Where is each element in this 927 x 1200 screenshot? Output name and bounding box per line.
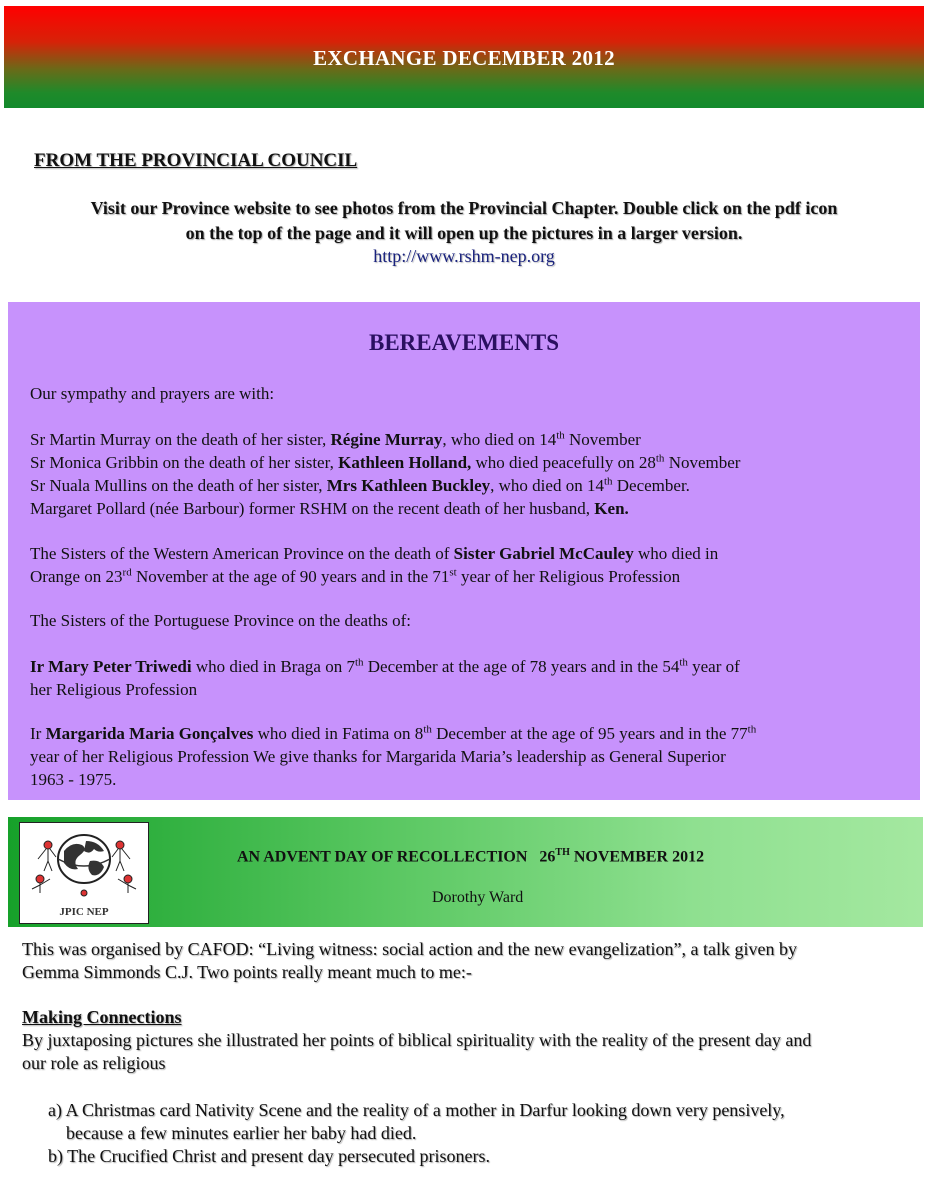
list-item: b) The Crucified Christ and present day persecuted prisoners. [48, 1146, 491, 1166]
portuguese-province-intro: The Sisters of the Portuguese Province on the deaths of: [30, 611, 412, 630]
goncalves-paragraph: Ir Margarida Maria Gonçalves who died in Fatima on 8th December at the age of 95 years and in the 77th year of her Religious Profession We give thanks for Margarida Maria’s leadership as General Superior 1963 - 1975. [30, 723, 757, 789]
province-website-link[interactable]: http://www.rshm-nep.org [373, 246, 555, 266]
provincial-council-heading: FROM THE PROVINCIAL COUNCIL [34, 150, 358, 171]
article-author: Dorothy Ward [432, 889, 524, 906]
newsletter-title: EXCHANGE DECEMBER 2012 [313, 46, 615, 70]
making-connections-section: Making Connections By juxtaposing pictures she illustrated her points of biblical spirituality with the reality of the present day and our role as religious [22, 1006, 902, 1075]
bereavement-entry: Sr Monica Gribbin on the death of her sister, Kathleen Holland, who died peacefully on 28th November [30, 452, 741, 472]
bereavements-section [8, 302, 920, 800]
globe-people-icon [20, 823, 148, 903]
making-connections-heading: Making Connections [22, 1007, 182, 1027]
list-item: a) A Christmas card Nativity Scene and the reality of a mother in Darfur looking down very pensively, because a few minutes earlier her baby had died. [48, 1100, 785, 1143]
bereavement-entry: Sr Martin Murray on the death of her sister, Régine Murray, who died on 14th November [30, 429, 641, 449]
article-intro: This was organised by CAFOD: “Living witness: social action and the new evangelization”, a talk given by Gemma Simmonds C.J. Two points really meant much to me:- [22, 939, 797, 982]
jpic-logo-label: JPIC NEP [59, 906, 109, 918]
triwedi-paragraph: Ir Mary Peter Triwedi who died in Braga on 7th December at the age of 78 years and in the 54th year of her Religious Profession [30, 656, 740, 699]
jpic-logo [19, 822, 149, 924]
examples-list [48, 1099, 888, 1168]
jpic-section-banner [8, 817, 923, 927]
header-banner [4, 6, 924, 108]
provincial-council-line-2: on the top of the page and it will open up the pictures in a larger version. [185, 223, 743, 243]
bereavement-entry: Sr Nuala Mullins on the death of her sister, Mrs Kathleen Buckley, who died on 14th December. [30, 475, 690, 495]
provincial-council-text [4, 196, 924, 246]
bereavements-heading: BEREAVEMENTS [368, 330, 560, 355]
western-american-paragraph: The Sisters of the Western American Province on the death of Sister Gabriel McCauley who died in Orange on 23rd November at the age of 90 years and in the 71st year of her Religious Profession [30, 544, 719, 586]
bereavements-intro: Our sympathy and prayers are with: [30, 384, 275, 403]
bereavement-entry: Margaret Pollard (née Barbour) former RSHM on the recent death of her husband, Ken. [30, 499, 629, 518]
advent-day-title: AN ADVENT DAY OF RECOLLECTION 26TH NOVEMBER 2012 [237, 847, 705, 866]
provincial-council-line-1: Visit our Province website to see photos from the Provincial Chapter. Double click on the pdf icon [90, 198, 838, 218]
bereavement-list [30, 428, 740, 520]
